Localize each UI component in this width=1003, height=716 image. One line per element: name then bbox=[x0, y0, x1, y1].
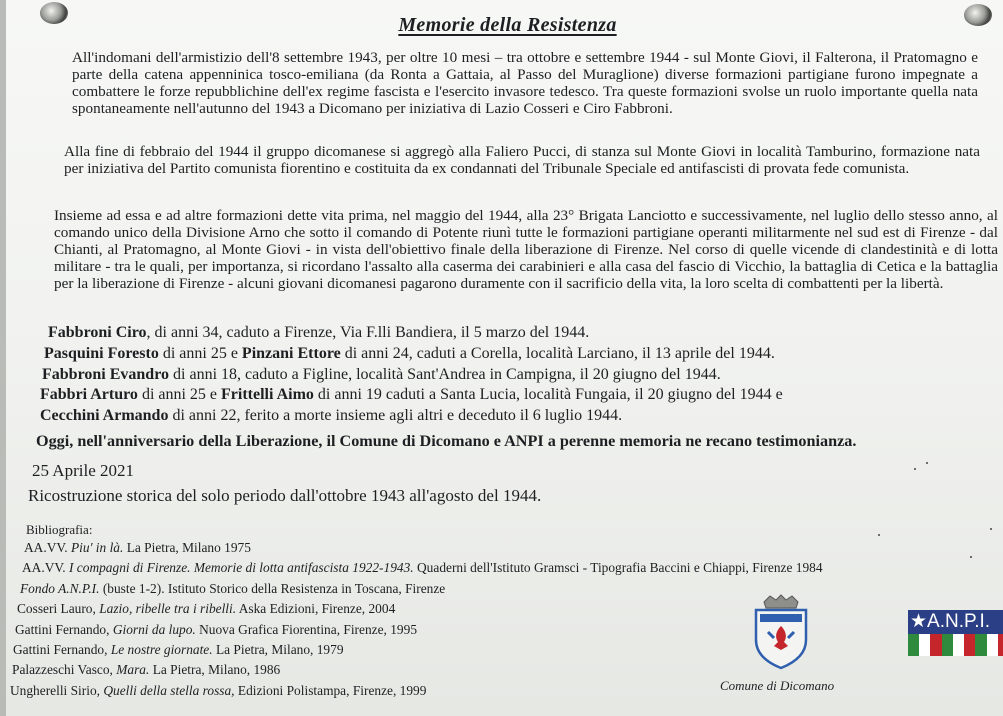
fallen-entry: Fabbri Arturo di anni 25 e Frittelli Aimo di anni 19 caduti a Santa Lucia, località Fungaia, il 20 giugno del 1944 e bbox=[40, 386, 783, 404]
bibliography-entry: Gattini Fernando, Giorni da lupo. Nuova Grafica Fiorentina, Firenze, 1995 bbox=[15, 621, 418, 637]
bibliography-entry: Ungherelli Sirio, Quelli della stella rossa, Edizioni Polistampa, Firenze, 1999 bbox=[10, 682, 427, 698]
fallen-entry: Fabbroni Evandro di anni 18, caduto a Figline, località Sant'Andrea in Campigna, il 20 giugno del 1944. bbox=[42, 365, 721, 383]
bibliography-heading: Bibliografia: bbox=[26, 522, 93, 537]
fallen-entry: Pasquini Foresto di anni 25 e Pinzani Ettore di anni 24, caduti a Corella, località Larciano, il 13 aprile del 1944. bbox=[44, 344, 775, 362]
anpi-logo-icon bbox=[908, 610, 1003, 656]
reconstruction-note: Ricostruzione storica del solo periodo dall'ottobre 1943 all'agosto del 1944. bbox=[28, 486, 542, 505]
bibliography-list bbox=[6, 538, 823, 701]
fallen-entry: Cecchini Armando di anni 22, ferito a morte insieme agli altri e deceduto il 6 luglio 1944. bbox=[40, 407, 623, 425]
bibliography-entry: Gattini Fernando, Le nostre giornate. La Pietra, Milano, 1979 bbox=[13, 642, 344, 658]
dedication-date: 25 Aprile 2021 bbox=[32, 461, 134, 480]
bibliography-entry: Cosseri Lauro, Lazio, ribelle tra i ribelli. Aska Edizioni, Firenze, 2004 bbox=[17, 601, 396, 617]
bibliography-entry: Palazzeschi Vasco, Mara. La Pietra, Milano, 1986 bbox=[12, 662, 281, 678]
bibliography-entry: AA.VV. Piu' in là. La Pietra, Milano 1975 bbox=[24, 540, 251, 555]
comune-label: Comune di Dicomano bbox=[720, 678, 835, 693]
comune-crest-icon bbox=[750, 592, 812, 670]
fallen-list bbox=[40, 323, 990, 427]
plaque-title: Memorie della Resistenza bbox=[398, 14, 617, 36]
paragraph-faliero-pucci: Alla fine di febbraio del 1944 il gruppo dicomanese si aggregò alla Faliero Pucci, di stanza sul Monte Giovi in località Tamburino, formazione nata per iniziativa del Partito comunista fiorentino e costituita da ex condannati del Tribunale Speciale ed antifascisti di provata fede comunista. bbox=[64, 143, 980, 177]
fallen-entry: Fabbroni Ciro, di anni 34, caduto a Firenze, Via F.lli Bandiera, il 5 marzo del 1944. bbox=[48, 324, 590, 341]
dedication-text: Oggi, nell'anniversario della Liberazione, il Comune di Dicomano e ANPI a perenne memoria ne recano testimonianza. bbox=[36, 432, 857, 450]
anpi-label: ★A.N.P.I. bbox=[908, 610, 1003, 634]
bibliography-entry: AA.VV. I compagni di Firenze. Memorie di lotta antifascista 1922-1943. Quaderni dell'Istituto Gramsci - Tipografia Baccini e Chiappi, Firenze 1984 bbox=[22, 560, 823, 576]
paragraph-armistice: All'indomani dell'armistizio dell'8 settembre 1943, per oltre 10 mesi – tra ottobre e settembre 1944 - sul Monte Giovi, il Falterona, il Pratomagno e parte della catena appenninica tosco-emiliana (da Ronta a Gattaia, al Passo del Muraglione) diverse formazioni partigiane furono impegnate a combattere le forze repubblichine dell'ex regime fascista e l'esercito invasore tedesco. Tra queste formazioni svolse un ruolo importante quella nata spontaneamente nell'autunno del 1943 a Dicomano per iniziativa di Lazio Cosseri e Ciro Fabbroni. bbox=[72, 49, 978, 117]
paragraph-brigata-lanciotto: Insieme ad essa e ad altre formazioni dette vita prima, nel maggio del 1944, alla 23° Brigata Lanciotto e successivamente, nel luglio dello stesso anno, al comando unico della Divisione Arno che sotto il comando di Potente riunì tutte le formazioni partigiane operanti militarmente nel sud est di Firenze - dal Chianti, al Pratomagno, al Monte Giovi - in vista dell'obiettivo finale della liberazione di Firenze. Nel corso di quelle vicende di clandestinità e di lotta militare - tra le quali, per importanza, si ricordano l'assalto alla caserma dei carabinieri e alla casa del fascio di Vicchio, la battaglia di Cetica e la battaglia per la liberazione di Firenze - alcuni giovani dicomanesi pagarono duramente con il sacrificio della vita, la loro scelta di combattenti per la libertà. bbox=[54, 207, 998, 292]
anpi-flag-stripes bbox=[908, 634, 1003, 656]
bibliography-entry: Fondo A.N.P.I. (buste 1-2). Istituto Storico della Resistenza in Toscana, Firenze bbox=[20, 580, 446, 596]
